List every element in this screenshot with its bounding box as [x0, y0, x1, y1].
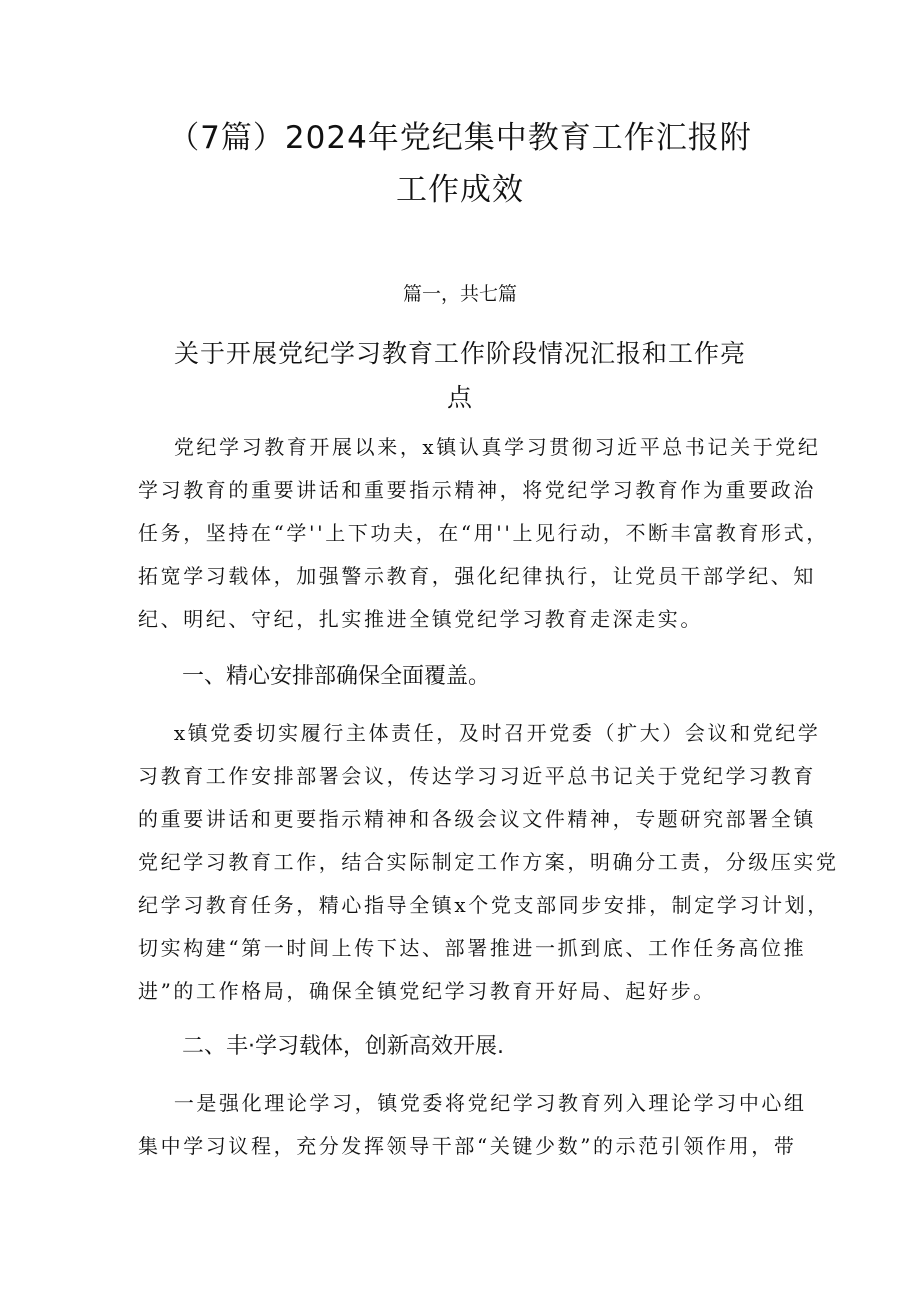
document-title-line-1: （7篇）2024年党纪集中教育工作汇报附 [168, 120, 752, 156]
article-title-line-2: 点 [446, 383, 473, 412]
intro-paragraph [138, 426, 829, 641]
section-2-heading: 二、丰·学习载体，创新高效开展. [182, 1034, 504, 1059]
section-2-paragraph [138, 1082, 807, 1168]
paragraph-line: 纪、明纪、守纪，扎实推进全镇党纪学习教育走深走实。 [138, 607, 703, 631]
paragraph-line: 任务，坚持在“学''上下功夫，在“用''上见行动，不断丰富教育形式， [138, 521, 829, 545]
paragraph-line: 学习教育的重要讲话和重要指示精神，将党纪学习教育作为重要政治 [138, 478, 816, 502]
paragraph-line: 一是强化理论学习，镇党委将党纪学习教育列入理论学习中心组 [138, 1091, 807, 1115]
paragraph-line: x镇党委切实履行主体责任，及时召开党委（扩大）会议和党纪学 [138, 721, 821, 745]
document-title-line-2: 工作成效 [396, 172, 524, 208]
paragraph-line: 进”的工作格局，确保全镇党纪学习教育开好局、起好步。 [138, 979, 716, 1003]
paragraph-line: 习教育工作安排部署会议，传达学习习近平总书记关于党纪学习教育 [138, 764, 816, 788]
document-title [130, 112, 790, 216]
paragraph-line: 党纪学习教育工作，结合实际制定工作方案，明确分工责，分级压实党 [138, 850, 839, 874]
paragraph-line: 的重要讲话和更要指示精神和各级会议文件精神，专题研究部署全镇 [138, 807, 816, 831]
section-1-heading: 一、精心安排部确保全面覆盖。 [182, 664, 491, 689]
chapter-label: 篇一，共七篇 [402, 283, 517, 305]
section-1-paragraph [138, 712, 839, 1013]
article-title [150, 332, 770, 420]
paragraph-line: 拓宽学习载体，加强警示教育，强化纪律执行，让党员干部学纪、知 [138, 564, 816, 588]
article-title-line-1: 关于开展党纪学习教育工作阶段情况汇报和工作亮 [173, 339, 746, 368]
paragraph-line: 纪学习教育任务，精心指导全镇x个党支部同步安排，制定学习计划， [138, 893, 830, 917]
paragraph-line: 切实构建“第一时间上传下达、部署推进一抓到底、工作任务高位推 [138, 936, 807, 960]
paragraph-line: 集中学习议程，充分发挥领导干部“关键少数”的示范引领作用，带 [138, 1134, 797, 1158]
paragraph-line: 党纪学习教育开展以来，x镇认真学习贯彻习近平总书记关于党纪 [138, 435, 821, 459]
